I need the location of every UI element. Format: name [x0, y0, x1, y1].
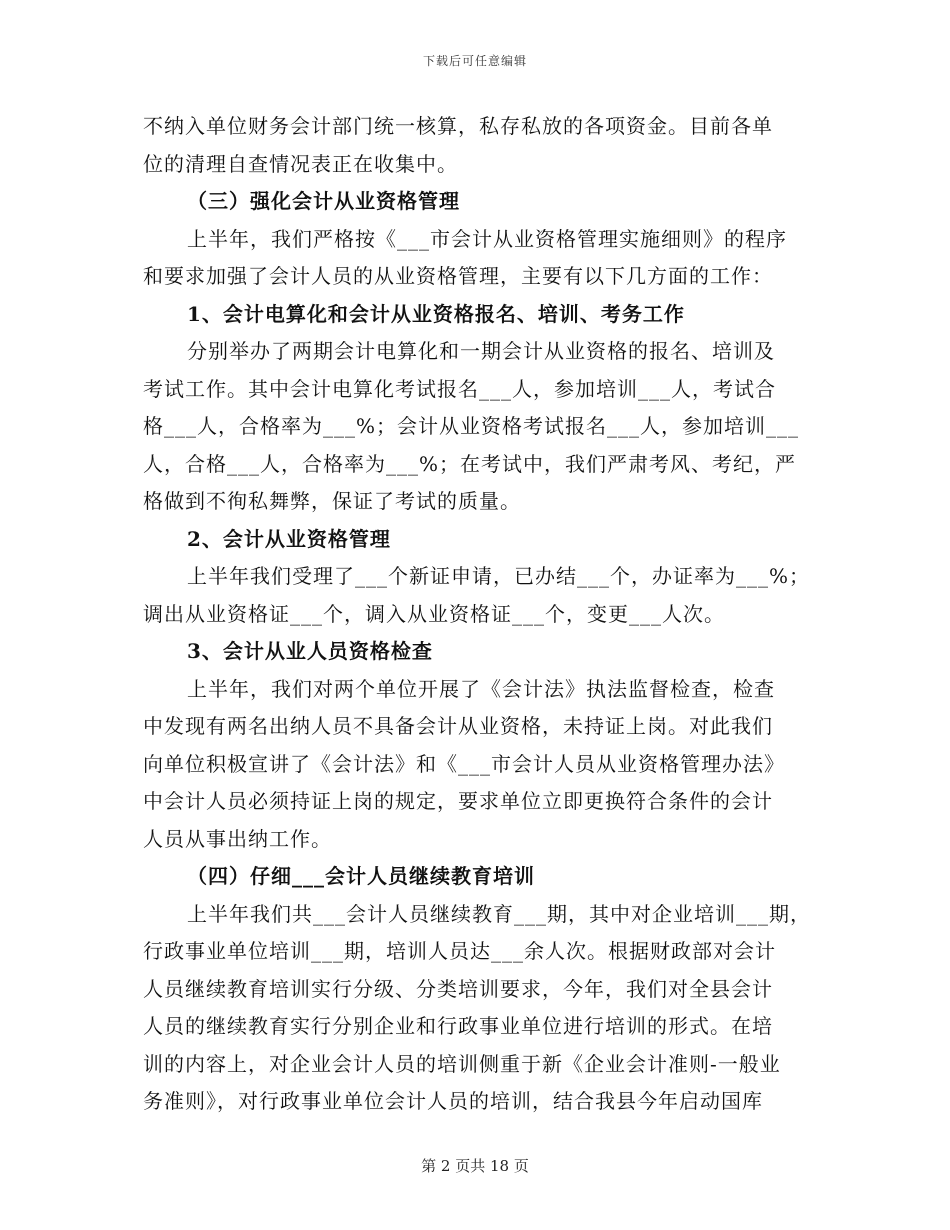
text-line: 上半年，我们严格按《___市会计从业资格管理实施细则》的程序: [187, 226, 787, 251]
section-heading: 3、会计从业人员资格检查: [187, 639, 433, 663]
text-line: 格___人，合格率为___%；会计从业资格考试报名___人，参加培训___: [143, 414, 800, 438]
text-line: 训的内容上，对企业会计人员的培训侧重于新《企业会计准则-一般业: [143, 1051, 781, 1076]
text-line: 中发现有两名出纳人员不具备会计从业资格，未持证上岗。对此我们: [143, 714, 773, 738]
text-line: 上半年我们共___会计人员继续教育___期，其中对企业培训___期，: [187, 901, 811, 926]
text-line: 上半年，我们对两个单位开展了《会计法》执法监督检查，检查: [187, 676, 775, 701]
page-footer: 第 2 页共 18 页: [421, 1157, 529, 1175]
text-line: 和要求加强了会计人员的从业资格管理，主要有以下几方面的工作：: [143, 264, 773, 288]
text-line: 人员从事出纳工作。: [143, 826, 332, 851]
text-line: 调出从业资格证___个，调入从业资格证___个，变更___人次。: [143, 601, 725, 626]
text-line: 上半年我们受理了___个新证申请，已办结___个，办证率为___%；: [187, 564, 811, 588]
text-line: 位的清理自查情况表正在收集中。: [143, 151, 458, 176]
text-line: 务准则》，对行政事业单位会计人员的培训，结合我县今年启动国库: [143, 1089, 763, 1113]
text-line: 中会计人员必须持证上岗的规定，要求单位立即更换符合条件的会计: [143, 789, 773, 813]
text-line: 分别举办了两期会计电算化和一期会计从业资格的报名、培训及: [187, 339, 775, 363]
text-line: 行政事业单位培训___期，培训人员达___余人次。根据财政部对会计: [143, 939, 776, 963]
text-line: 人，合格___人，合格率为___%；在考试中，我们严肃考风、考纪，严: [143, 451, 797, 476]
section-heading: （三）强化会计从业资格管理: [187, 189, 460, 213]
text-line: 向单位积极宣讲了《会计法》和《___市会计人员从业资格管理办法》: [143, 751, 785, 776]
section-heading: 1、会计电算化和会计从业资格报名、培训、考务工作: [187, 301, 685, 326]
text-line: 人员继续教育培训实行分级、分类培训要求，今年，我们对全县会计: [143, 976, 773, 1001]
text-line: 人员的继续教育实行分别企业和行政事业单位进行培训的形式。在培: [143, 1014, 773, 1038]
text-line: 不纳入单位财务会计部门统一核算，私存私放的各项资金。目前各单: [143, 114, 773, 138]
text-line: 考试工作。其中会计电算化考试报名___人，参加培训___人，考试合: [143, 376, 776, 401]
text-line: 格做到不徇私舞弊，保证了考试的质量。: [143, 489, 521, 513]
section-heading: （四）仔细___会计人员继续教育培训: [187, 864, 535, 888]
section-heading: 2、会计从业资格管理: [187, 526, 391, 551]
page-header: 下载后可任意编辑: [422, 54, 527, 68]
document-body: [143, 108, 811, 1121]
